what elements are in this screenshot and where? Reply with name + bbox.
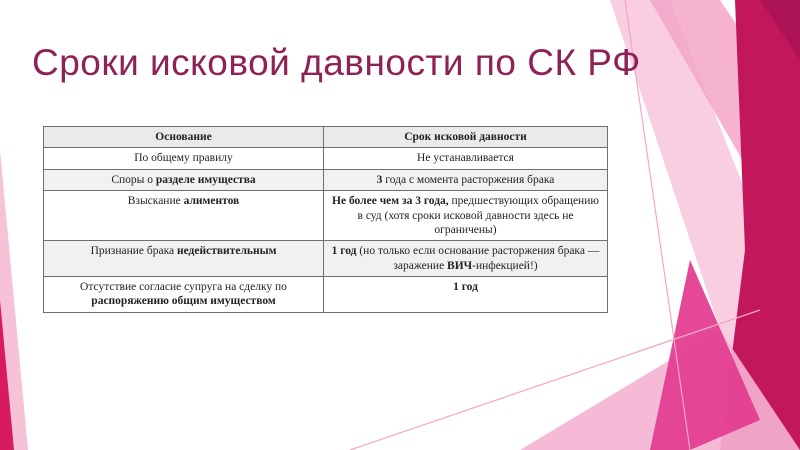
cell-text: года с момента расторжения брака: [382, 173, 555, 186]
cell-text: Взыскание: [127, 195, 184, 208]
cell-term: [324, 191, 608, 241]
cell-term: [324, 148, 608, 169]
table-header-row: [44, 127, 608, 148]
cell-text: По общему правилу: [134, 152, 233, 165]
table-body: [44, 148, 608, 312]
cell-text-bold: разделе имущества: [155, 173, 256, 186]
cell-text: Признание брака: [90, 245, 177, 258]
cell-basis: [44, 277, 324, 313]
cell-text-bold: распоряжению общим имуществом: [91, 295, 276, 308]
slide-title: Сроки исковой давности по СК РФ: [32, 42, 641, 83]
cell-text: -инфекцией!): [472, 259, 538, 272]
cell-term: [324, 169, 608, 190]
cell-text: (но только если основание расторжения брака — заражение: [356, 245, 600, 272]
cell-text-bold: алиментов: [183, 195, 240, 208]
table-row: [44, 241, 608, 277]
limitation-periods-table: [43, 126, 608, 313]
cell-text: предшествующих обращению в суд (хотя сроки исковой давности здесь не ограничены): [357, 195, 599, 236]
cell-basis: [44, 169, 324, 190]
header-basis: Основание: [44, 127, 324, 148]
cell-text-bold: 3: [376, 173, 383, 186]
table-row: [44, 169, 608, 190]
table-row: [44, 148, 608, 169]
cell-text-bold: 1 год: [331, 245, 357, 258]
cell-text-bold: 1 год: [453, 281, 478, 293]
table-row: [44, 277, 608, 313]
cell-text: Не устанавливается: [417, 152, 514, 165]
cell-basis: [44, 191, 324, 241]
cell-basis: [44, 148, 324, 169]
cell-text: Споры о: [111, 173, 156, 186]
cell-term: [324, 241, 608, 277]
table-row: [44, 191, 608, 241]
cell-text-bold: ВИЧ: [447, 259, 473, 272]
cell-term: [324, 277, 608, 313]
header-term: Срок исковой давности: [324, 127, 608, 148]
cell-basis: [44, 241, 324, 277]
cell-text: Отсутствие согласие супруга на сделку по: [80, 281, 287, 293]
cell-text-bold: Не более чем за 3 года,: [332, 195, 449, 208]
cell-text-bold: недействительным: [176, 245, 277, 258]
